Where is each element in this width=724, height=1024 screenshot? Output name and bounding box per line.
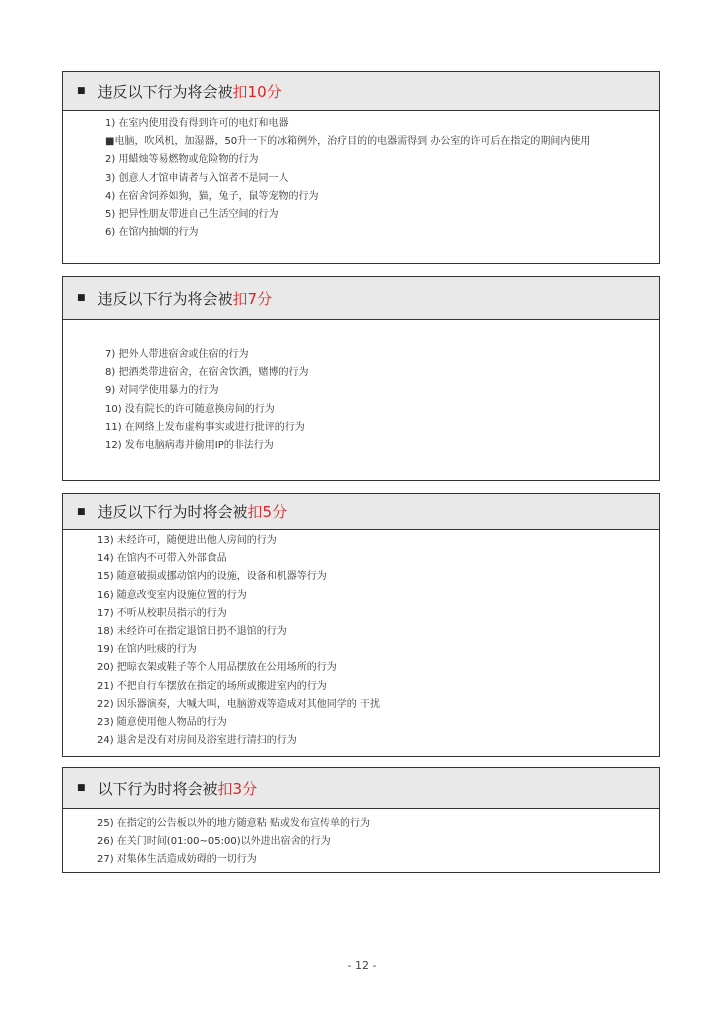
list-item: 11) 在网络上发布虚构事实或进行批评的行为 [105,421,305,433]
section-title: 违反以下行为将会被 [97,289,233,308]
list-item: 1) 在室内使用没有得到许可的电灯和电器 [105,118,289,129]
list-item: 6) 在馆内抽烟的行为 [105,227,199,239]
list-item: 17) 不听从校职员指示的行为 [97,607,227,619]
list-item: 9) 对同学使用暴力的行为 [105,385,219,397]
section-title: 违反以下行为将会被 [97,82,233,101]
list-item: 19) 在馆内吐痰的行为 [97,644,197,656]
list-item: 8) 把酒类带进宿舍，在宿舍饮酒，赌博的行为 [105,367,309,379]
section-title: 违反以下行为时将会被 [97,503,248,521]
square-bullet-icon: ■ [77,86,86,96]
list-item: 4) 在宿舍饲养如狗，猫，兔子，鼠等宠物的行为 [105,190,319,202]
list-item: 15) 随意破损或挪动馆内的设施，设备和机器等行为 [97,571,327,583]
penalty-section-5 [62,493,660,757]
page-number: - 12 - [347,959,377,972]
list-item: 25) 在指定的公告板以外的地方随意粘 贴或发布宣传单的行为 [97,818,370,829]
list-item: 16) 随意改变室内设施位置的行为 [97,589,247,601]
square-bullet-icon: ■ [77,506,86,517]
list-item: 20) 把晾衣架或鞋子等个人用品摆放在公用场所的行为 [97,662,337,674]
list-item: 27) 对集体生活造成妨碍的一切行为 [97,854,257,866]
penalty-section-10 [62,71,660,264]
list-item: 21) 不把自行车摆放在指定的场所或搬进室内的行为 [97,680,327,692]
section-header [63,277,659,320]
list-item: 3) 创意人才馆申请者与入馆者不是同一人 [105,172,289,184]
list-item: 10) 没有院长的许可随意换房间的行为 [105,403,275,415]
section-header [63,768,659,809]
list-item: 26) 在关门时间(01:00~05:00)以外进出宿舍的行为 [97,836,331,848]
list-item: 7) 把外人带进宿舍或住宿的行为 [105,349,249,360]
list-item: 24) 退舍是没有对房间及浴室进行清扫的行为 [97,735,297,747]
list-item: 18) 未经许可在指定退馆日扔不退馆的行为 [97,626,287,638]
square-bullet-icon: ■ [77,293,86,303]
list-item: 22) 因乐器演奏，大喊大叫，电脑游戏等造成对其他同学的 干扰 [97,698,380,710]
square-bullet-icon: ■ [77,783,86,793]
section-points: 扣5分 [247,503,288,521]
list-item: 5) 把异性朋友带进自己生活空间的行为 [105,209,279,221]
list-item: 2) 用蜡烛等易燃物或危险物的行为 [105,154,259,166]
list-item: 13) 未经许可，随便进出他人房间的行为 [97,535,277,546]
penalty-section-7 [62,276,660,481]
section-points: 扣7分 [232,289,273,308]
section-points: 扣3分 [217,779,258,798]
section-points: 扣10分 [232,82,282,101]
list-item: 14) 在馆内不可带入外部食品 [97,553,227,565]
section-header [63,494,659,530]
section-title: 以下行为时将会被 [97,779,218,798]
penalty-section-3 [62,767,660,873]
list-item: 12) 发布电脑病毒并偷用IP的非法行为 [105,440,274,452]
section-header [63,72,659,111]
list-item: 23) 随意使用他人物品的行为 [97,717,227,729]
list-item-note: ■电脑，吹风机，加湿器，50升一下的冰箱例外，治疗目的的电器需得到 办公室的许可后在指定的期间内使用 [105,136,591,148]
